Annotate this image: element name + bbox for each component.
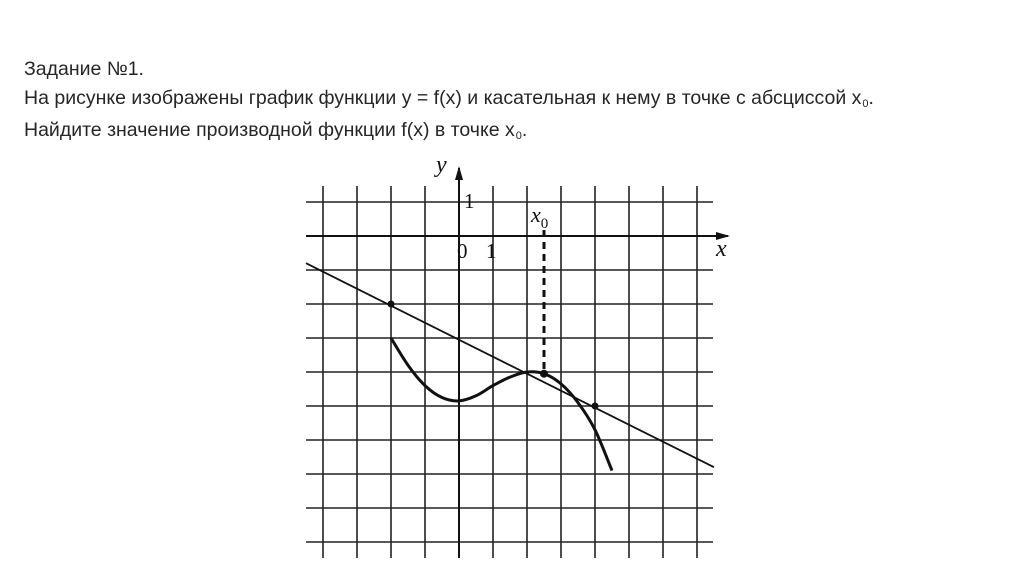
origin-label: 0 [457,239,468,263]
function-curve [391,338,612,471]
tangent-line [306,263,714,467]
task-heading: Задание №1. [24,58,144,80]
series [306,230,714,471]
tangent-marked-point [388,301,395,308]
y-axis-label: y [436,152,447,178]
task-line-1: На рисунке изображены график функции y = f(x) и касательная к нему в точке с абсциссой x0. [24,87,874,110]
axes [306,166,730,558]
y-tick-label-1: 1 [464,189,475,213]
x-axis-label: x [716,236,727,262]
tangent-marked-point [592,403,599,410]
x-tick-label-1: 1 [486,239,497,263]
tangency-point [540,370,548,378]
labels [434,152,727,263]
task-line-2: Найдите значение производной функции f(x) в точке x0. [24,119,528,142]
grid [306,186,713,558]
x0-label: $x_0$ [531,202,549,232]
y-axis-arrow [455,166,463,180]
